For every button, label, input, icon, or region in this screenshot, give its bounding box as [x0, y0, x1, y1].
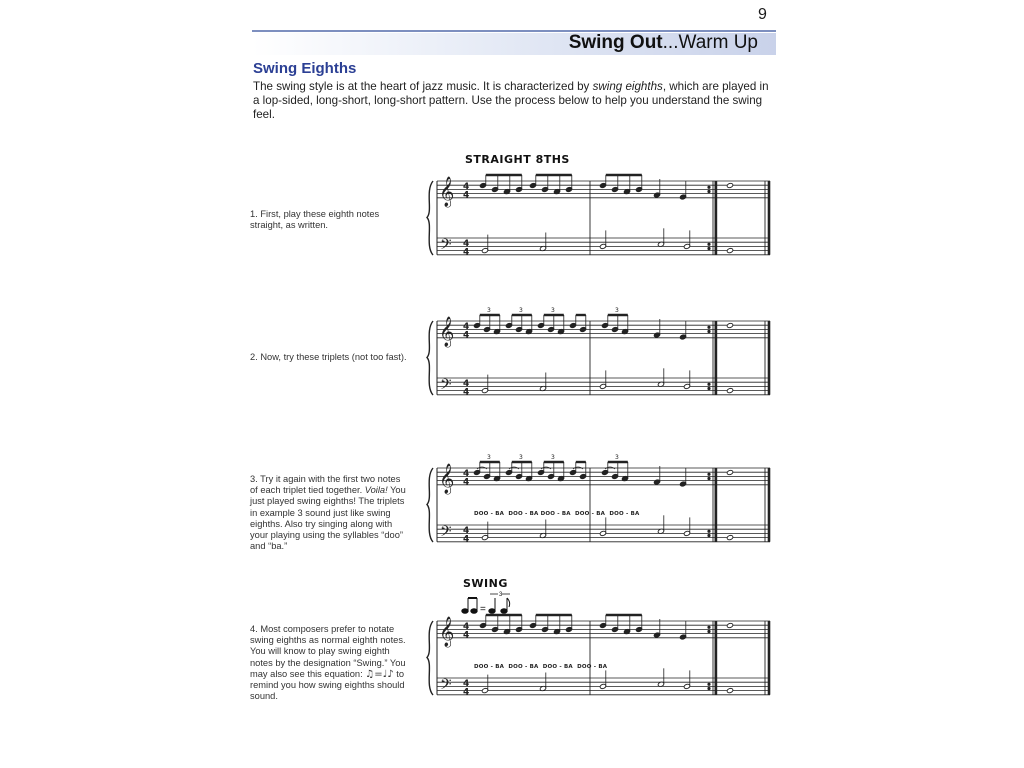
repeat-dot: [708, 330, 710, 332]
time-signature-bottom: 4: [463, 190, 470, 201]
syllables-row-4: DOO - BA DOO - BA DOO - BA DOO - BA: [474, 664, 608, 670]
repeat-dot: [708, 630, 710, 632]
triplet-number: 3: [487, 307, 491, 314]
bass-clef-icon: 𝄢: [440, 376, 452, 397]
triplet-number: 3: [519, 454, 523, 461]
repeat-dot: [708, 626, 710, 628]
whole-note: [726, 388, 733, 394]
label-straight-8ths: STRAIGHT 8THS: [465, 153, 570, 166]
treble-clef-icon: 𝄞: [439, 317, 455, 347]
triplet-number: 3: [551, 454, 555, 461]
bass-clef-icon: 𝄢: [440, 523, 452, 544]
syllables-row-3: DOO - BA DOO - BA DOO - BA DOO - BA DOO - BA: [474, 511, 640, 517]
repeat-dot: [708, 387, 710, 389]
triplet-number: 3: [519, 307, 523, 314]
grand-staff-3: [425, 454, 780, 560]
time-signature-bottom: 4: [463, 477, 470, 488]
repeat-dot: [708, 190, 710, 192]
triplet-number: 3: [487, 454, 491, 461]
repeat-dot: [708, 243, 710, 245]
time-signature-top: 4: [463, 239, 470, 249]
section-heading: Swing Eighths: [253, 60, 357, 77]
step-1-text: 1. First, play these eighth notes straight, as written.: [250, 209, 380, 231]
repeat-dot: [708, 530, 710, 532]
time-signature-bottom: 4: [463, 247, 470, 258]
brace: [427, 181, 433, 255]
bass-clef-icon: 𝄢: [440, 676, 452, 697]
brace: [427, 321, 433, 395]
grand-staff-2: [425, 307, 780, 413]
intro-paragraph: The swing style is at the heart of jazz music. It is characterized by swing eighths, which are played in a lop-sided, long-short, long-short pattern. Use the process below to help you understand the swing feel.: [253, 80, 769, 121]
time-signature-bottom: 4: [463, 534, 470, 545]
repeat-dot: [708, 477, 710, 479]
step-2-text: 2. Now, try these triplets (not too fast).: [250, 352, 407, 362]
svg-text:=: =: [480, 604, 486, 615]
brace: [427, 468, 433, 542]
treble-clef-icon: 𝄞: [439, 464, 455, 494]
repeat-dot: [708, 683, 710, 685]
bass-clef-icon: 𝄢: [440, 236, 452, 257]
whole-note: [726, 535, 733, 541]
time-signature-top: 4: [463, 526, 470, 536]
time-signature-top: 4: [463, 322, 470, 332]
repeat-dot: [708, 534, 710, 536]
step-4-text: 4. Most composers prefer to notate swing eighths as normal eighth notes. You will know to play swing eighth notes by the designation “Swing.” You may also see this equation: ♫=♩♪ to remind you how swing eighths should sound.: [250, 624, 406, 702]
whole-note: [726, 323, 733, 329]
treble-clef-icon: 𝄞: [439, 617, 455, 647]
whole-note: [726, 183, 733, 189]
step-3-text: 3. Try it again with the first two notes of each triplet tied together. Voila! You just played swing eighths! The triplets in example 3 sound just like swing eighths. Also try singing along with your playing using the syllables “doo” and “ba.”: [250, 474, 406, 552]
label-swing: SWING: [463, 577, 508, 590]
time-signature-top: 4: [463, 469, 470, 479]
whole-note: [726, 623, 733, 629]
whole-note: [726, 248, 733, 254]
triplet-number: 3: [615, 307, 619, 314]
page-number: 9: [758, 6, 767, 23]
time-signature-top: 4: [463, 622, 470, 632]
time-signature-bottom: 4: [463, 387, 470, 398]
repeat-dot: [708, 247, 710, 249]
repeat-dot: [708, 383, 710, 385]
header-title: Swing Out...Warm Up: [568, 32, 758, 53]
repeat-dot: [708, 687, 710, 689]
time-signature-bottom: 4: [463, 330, 470, 341]
triplet-number: 3: [615, 454, 619, 461]
repeat-dot: [708, 473, 710, 475]
time-signature-bottom: 4: [463, 687, 470, 698]
header-bar: [252, 33, 776, 55]
time-signature-bottom: 4: [463, 630, 470, 641]
swing-equation-inline: ♫=♩♪: [365, 668, 394, 680]
repeat-dot: [708, 326, 710, 328]
time-signature-top: 4: [463, 379, 470, 389]
triplet-number: 3: [551, 307, 555, 314]
grand-staff-4: [425, 613, 780, 713]
time-signature-top: 4: [463, 182, 470, 192]
svg-text:3: 3: [499, 592, 503, 598]
whole-note: [726, 688, 733, 694]
repeat-dot: [708, 186, 710, 188]
grand-staff-1: [425, 173, 780, 273]
whole-note: [726, 470, 733, 476]
brace: [427, 621, 433, 695]
time-signature-top: 4: [463, 679, 470, 689]
treble-clef-icon: 𝄞: [439, 177, 455, 207]
